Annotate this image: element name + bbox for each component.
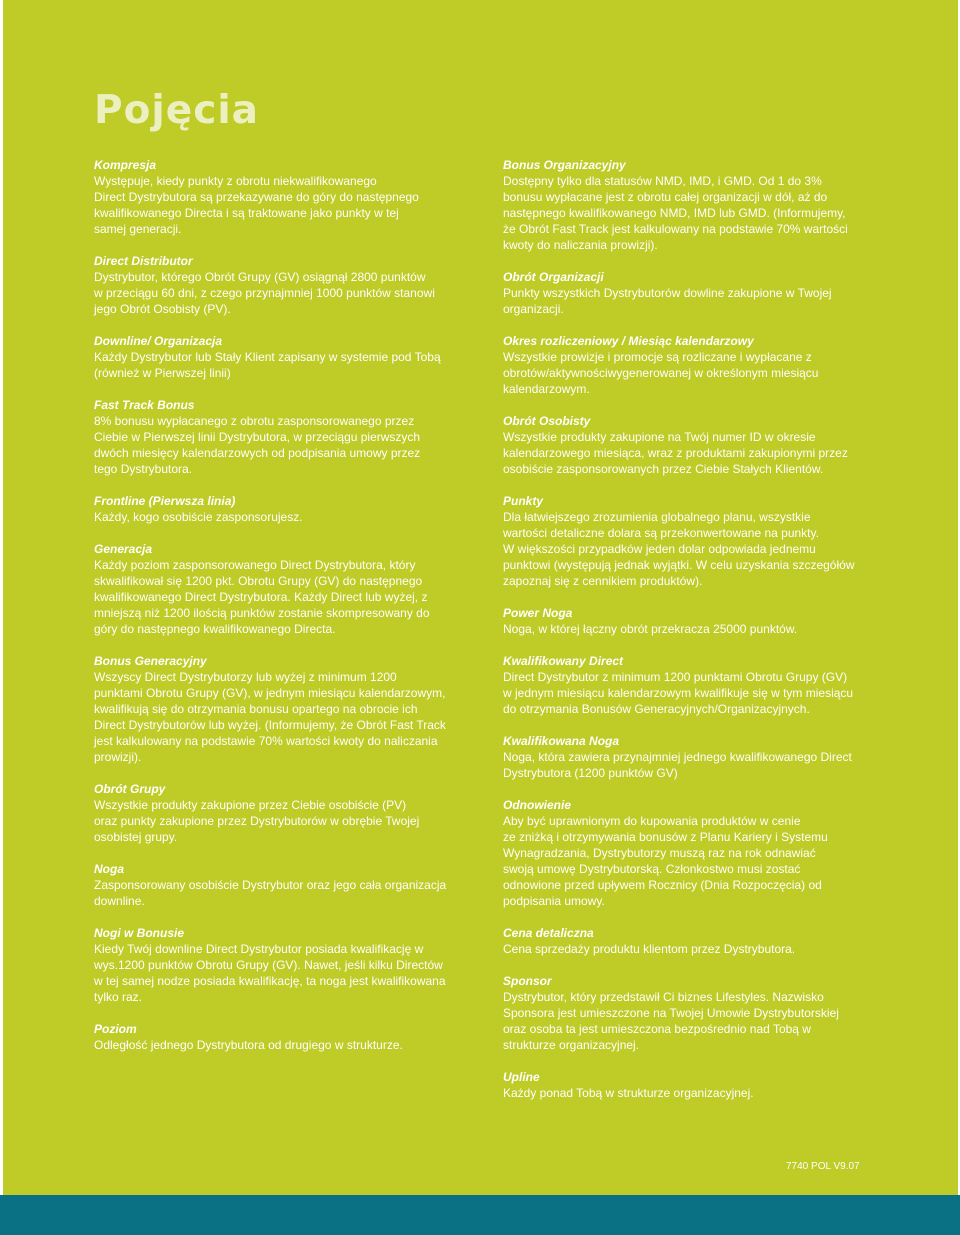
glossary-term: Obrót Osobisty (503, 414, 591, 428)
glossary-entry (503, 653, 875, 717)
glossary-term: Obrót Grupy (94, 782, 166, 796)
glossary-definition: 8% bonusu wypłacanego z obrotu zasponsorowanego przez Ciebie w Pierwszej linii Dystrybutora, w przeciągu pierwszych dwóch miesięcy kalendarzowych od podpisania umowy przez tego Dystrybutora. (94, 414, 421, 476)
glossary-term: Power Noga (503, 606, 573, 620)
glossary-term: Okres rozliczeniowy / Miesiąc kalendarzowy (503, 334, 754, 348)
glossary-definition: Odległość jednego Dystrybutora od drugiego w strukturze. (94, 1038, 403, 1052)
glossary-definition: Dla łatwiejszego zrozumienia globalnego planu, wszystkie wartości detaliczne dolara są przekonwertowane na punkty. W większości przypadków jeden dolar odpowiada jednemu punktowi (występują jednak wyjątki. W celu uzyskania szczegółów zapoznaj się z cennikiem produktów). (503, 510, 855, 588)
glossary-term: Noga (94, 862, 124, 876)
glossary-definition: Noga, w której łączny obrót przekracza 25000 punktów. (503, 622, 798, 636)
glossary-definition: Każdy Dystrybutor lub Stały Klient zapisany w systemie pod Tobą (również w Pierwszej linii) (94, 350, 441, 380)
glossary-term: Downline/ Organizacja (94, 334, 223, 348)
glossary-entry (94, 781, 466, 845)
glossary-entry (503, 733, 875, 781)
glossary-definition: Wszyscy Direct Dystrybutorzy lub wyżej z minimum 1200 punktami Obrotu Grupy (GV), w jednym miesiącu kalendarzowym, kwalifikują się do otrzymania bonusu opartego na obrocie ich Direct Dystrybutorów lub wyżej. (Informujemy, że Obrót Fast Track jest kalkulowany na podstawie 70% wartości kwoty do naliczania prowizji). (94, 670, 446, 764)
glossary-term: Fast Track Bonus (94, 398, 195, 412)
glossary-definition: Punkty wszystkich Dystrybutorów dowline zakupione w Twojej organizacji. (503, 286, 832, 316)
glossary-definition: Direct Dystrybutor z minimum 1200 punktami Obrotu Grupy (GV) w jednym miesiącu kalendarzowym kwalifikuje się w tym miesiącu do otrzymania Bonusów Generacyjnych/Organizacyjnych. (503, 670, 854, 716)
glossary-definition: Kiedy Twój downline Direct Dystrybutor posiada kwalifikację w wys.1200 punktów Obrotu Grupy (GV). Nawet, jeśli kilku Directów w tej samej nodze posiada kwalifikację, ta noga jest kwalifikowana tylko raz. (94, 942, 446, 1004)
glossary-entry (503, 269, 875, 317)
glossary-definition: Dystrybutor, którego Obrót Grupy (GV) osiągnął 2800 punktów w przeciągu 60 dni, z czego przynajmniej 1000 punktów stanowi jego Obrót Osobisty (PV). (94, 270, 435, 316)
glossary-definition: Cena sprzedaży produktu klientom przez Dystrybutora. (503, 942, 796, 956)
glossary-entry (94, 397, 466, 477)
glossary-definition: Wszystkie produkty zakupione na Twój numer ID w okresie kalendarzowego miesiąca, wraz z produktami zakupionymi przez osobiście zasponsorowanych przez Ciebie Stałych Klientów. (503, 430, 848, 476)
glossary-entry (94, 861, 466, 909)
glossary-entry (94, 493, 466, 525)
glossary-term: Nogi w Bonusie (94, 926, 184, 940)
glossary-definition: Dystrybutor, który przedstawił Ci biznes Lifestyles. Nazwisko Sponsora jest umieszczone na Twojej Umowie Dystrybutorskiej oraz osoba ta jest umieszczona bezpośrednio nad Tobą w strukturze organizacyjnej. (503, 990, 839, 1052)
glossary-entry (94, 1021, 466, 1053)
glossary-definition: Każdy ponad Tobą w strukturze organizacyjnej. (503, 1086, 754, 1100)
glossary-definition: Noga, która zawiera przynajmniej jednego kwalifikowanego Direct Dystrybutora (1200 punktów GV) (503, 750, 852, 780)
glossary-term: Bonus Organizacyjny (503, 158, 626, 172)
left-column (94, 157, 466, 1069)
glossary-definition: Dostępny tylko dla statusów NMD, IMD, i GMD. Od 1 do 3% bonusu wypłacane jest z obrotu całej organizacji w dół, aż do następnego kwalifikowanego NMD, IMD lub GMD. (Informujemy, że Obrót Fast Track jest kalkulowany na podstawie 70% wartości kwoty do naliczania prowizji). (503, 174, 848, 252)
glossary-entry (503, 797, 875, 909)
glossary-term: Sponsor (503, 974, 552, 988)
glossary-entry (94, 253, 466, 317)
glossary-term: Generacja (94, 542, 153, 556)
glossary-definition: Każdy, kogo osobiście zasponsorujesz. (94, 510, 303, 524)
glossary-entry (94, 333, 466, 381)
glossary-term: Punkty (503, 494, 544, 508)
glossary-entry (503, 605, 875, 637)
glossary-entry (503, 1069, 875, 1101)
glossary-entry (503, 157, 875, 253)
glossary-entry (503, 333, 875, 397)
glossary-term: Kompresja (94, 158, 157, 172)
glossary-term: Frontline (Pierwsza linia) (94, 494, 236, 508)
glossary-term: Obrót Organizacji (503, 270, 604, 284)
glossary-definition: Występuje, kiedy punkty z obrotu niekwalifikowanego Direct Dystrybutora są przekazywane do góry do następnego kwalifikowanego Directa i są traktowane jako punkty w tej samej generacji. (94, 174, 419, 236)
glossary-definition: Zasponsorowany osobiście Dystrybutor oraz jego cała organizacja downline. (94, 878, 447, 908)
glossary-definition: Każdy poziom zasponsorowanego Direct Dystrybutora, który skwalifikował się 1200 pkt. Obrotu Grupy (GV) do następnego kwalifikowanego Direct Dystrybutora. Każdy Direct lub wyżej, z mniejszą niż 1200 ilością punktów zostanie skompresowany do góry do następnego kwalifikowanego Directa. (94, 558, 430, 636)
glossary-entry (94, 541, 466, 637)
glossary-definition: Aby być uprawnionym do kupowania produktów w cenie ze zniżką i otrzymywania bonusów z Planu Kariery i Systemu Wynagradzania, Dystrybutorzy muszą raz na rok odnawiać swoją umowę Dystrybutorską. Członkostwo musi zostać odnowione przed upływem Rocznicy (Dnia Rozpoczęcia) od podpisania umowy. (503, 814, 828, 908)
glossary-entry (94, 157, 466, 237)
glossary-entry (503, 973, 875, 1053)
glossary-term: Cena detaliczna (503, 926, 594, 940)
glossary-entry (94, 925, 466, 1005)
glossary-entry (503, 413, 875, 477)
glossary-entry (503, 493, 875, 589)
bottom-bar (0, 1195, 960, 1235)
glossary-definition: Wszystkie produkty zakupione przez Ciebie osobiście (PV) oraz punkty zakupione przez Dystrybutorów w obrębie Twojej osobistej grupy. (94, 798, 420, 844)
glossary-term: Direct Distributor (94, 254, 193, 268)
glossary-entry (94, 653, 466, 765)
glossary-term: Poziom (94, 1022, 137, 1036)
glossary-term: Odnowienie (503, 798, 572, 812)
glossary-definition: Wszystkie prowizje i promocje są rozliczane i wypłacane z obrotów/aktywnościwygenerowanej w określonym miesiącu kalendarzowym. (503, 350, 819, 396)
right-column (503, 157, 875, 1117)
glossary-term: Kwalifikowana Noga (503, 734, 620, 748)
document-code: 7740 POL V9.07 (786, 1161, 860, 1172)
glossary-term: Kwalifikowany Direct (503, 654, 624, 668)
page-title: Pojęcia (94, 88, 259, 133)
glossary-entry (503, 925, 875, 957)
glossary-term: Upline (503, 1070, 540, 1084)
glossary-term: Bonus Generacyjny (94, 654, 207, 668)
